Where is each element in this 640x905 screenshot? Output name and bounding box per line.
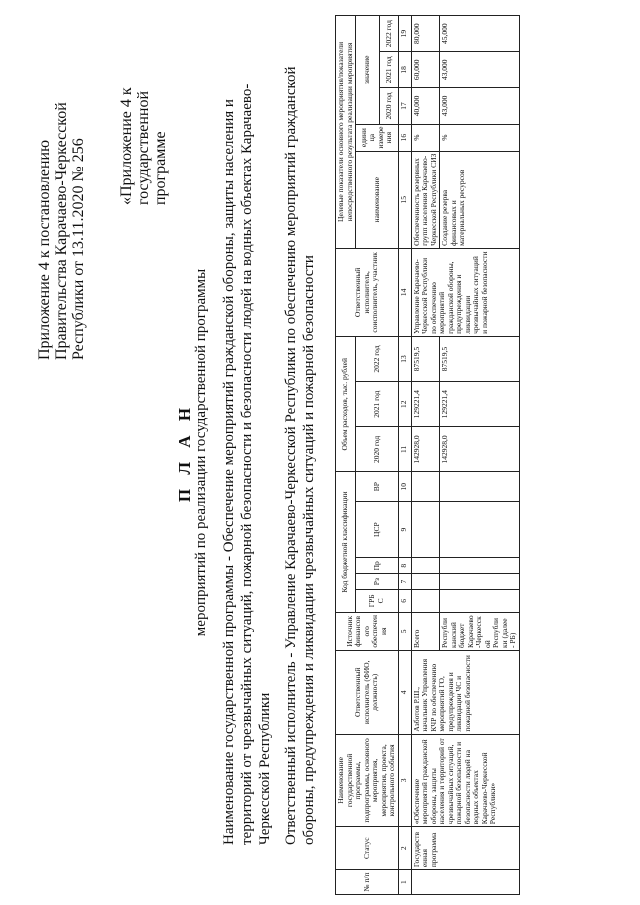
vr-cell [440,472,520,501]
value-cell: 80,000 [411,16,440,52]
col-number: 2 [398,827,411,870]
col-header: Целевые показатели основного мероприятия/показатели непосредственного результата реализации мероприятия [336,16,356,249]
source-cell: Всего [411,612,440,650]
expense-cell: 142928,0 [440,427,520,472]
col-number: 19 [398,16,411,52]
plan-table [335,15,520,895]
value-cell: 43,000 [440,88,520,124]
col-header: Наименование государственной программы, подпрограммы, основного мероприятия, мероприятия, проекта, контрольного события [336,734,399,827]
col-header: наименование [356,151,399,248]
unit-cell: % [411,124,440,151]
col-header: 2020 год [356,427,399,472]
col-header: ЦСР [356,501,399,557]
program-name-cell: «Обеспечение мероприятий гражданской обороны, защиты населения и территорий от чрезвычайных ситуаций, пожарной безопасности и безопасности людей на водных объектах Карачаево-Черкесской Республики» [411,734,519,827]
grbs-cell [440,590,520,613]
vr-cell [411,472,440,501]
source-cell: Республиканский бюджет Карачаево-Черкесской Республики (далее - РБ) [440,612,520,650]
plan-title: П Л А Н [175,402,194,503]
table-row [411,16,440,895]
col-number: 3 [398,734,411,827]
col-number: 7 [398,574,411,590]
appendix-header [36,30,87,360]
indicator-name-cell: Обеспеченность резервных групп населения Карачаево-Черкесской Республики СИЗ [411,151,440,248]
value-cell: 43,000 [440,52,520,88]
csr-cell [411,501,440,557]
responsible-cell: Азботов Р.Ш., начальник Управления КЧР по обеспечению мероприятий ГО, предупреждения и ликвидации ЧС и пожарной безопасности [411,651,519,735]
col-number: 5 [398,612,411,650]
col-header: ГРБС [356,590,399,613]
expense-cell: 142928,0 [411,427,440,472]
expense-cell: 129221,4 [440,382,520,427]
col-number: 17 [398,88,411,124]
col-header: значение [356,16,380,125]
col-number: 16 [398,124,411,151]
expense-cell: 87519,5 [411,336,440,381]
appendix-line: Республики от 13.11.2020 № 256 [70,138,87,360]
col-number: 6 [398,590,411,613]
expense-cell: 129221,4 [411,382,440,427]
col-number: 13 [398,336,411,381]
col-number: 4 [398,651,411,735]
col-header: 2022 год [356,336,399,381]
col-header: Код бюджетной классификации [336,472,356,612]
row-number-cell [411,870,519,895]
col-header: № п/п [336,870,399,895]
plan-subtitle: мероприятий по реализации государственной программы [193,268,209,637]
indicator-name-cell: Создание резерва финансовых и материальных ресурсов [440,151,520,248]
rz-cell [440,574,520,590]
unit-cell: % [440,124,520,151]
col-header: ВР [356,472,399,501]
value-cell: 45,000 [440,16,520,52]
col-header: Объем расходов, тыс. рублей [336,336,356,472]
col-number: 15 [398,151,411,248]
col-header: 2021 год [380,52,399,88]
col-header: 2021 год [356,382,399,427]
appendix-line: «Приложение 4 к [118,87,135,205]
col-number: 1 [398,870,411,895]
col-header: Статус [336,827,399,870]
col-header: Ответственный исполнитель, соисполнитель, участник [336,248,399,336]
col-header: 2020 год [380,88,399,124]
expense-cell: 87519,5 [440,336,520,381]
col-number: 14 [398,248,411,336]
program-name-line: Наименование государственной программы - Обеспечение мероприятий гражданской обороны, защиты населения и территорий от чрезвычайных ситуаций, пожарной безопасности и безопасности людей на водных объектах Карачаево-Черкесской Республики [221,83,273,845]
col-header: Источник финансового обеспечения [336,612,399,650]
csr-cell [440,501,520,557]
col-number: 9 [398,501,411,557]
col-number: 8 [398,558,411,574]
co-executor-cell: Управление Карачаево-Черкесской Республики по обеспечению мероприятий гражданской обороны, предупреждения и ликвидации чрезвычайных ситуаций и пожарной безопасности [411,248,519,336]
appendix-line: Приложение 4 к постановлению [36,139,53,360]
col-header: Ответственный исполнитель (ФИО, должность) [336,651,399,735]
pr-cell [411,558,440,574]
program-appendix-header [118,25,169,205]
col-number: 11 [398,427,411,472]
col-number: 12 [398,382,411,427]
rz-cell [411,574,440,590]
responsible-executor-line: Ответственный исполнитель - Управление Карачаево-Черкесской Республики по обеспечению мероприятий гражданской обороны, предупреждения и ликвидации чрезвычайных ситуаций и пожарной безопасности [283,66,317,845]
pr-cell [440,558,520,574]
table-header-row [336,16,356,895]
value-cell: 60,000 [411,52,440,88]
grbs-cell [411,590,440,613]
col-header: Пр [356,558,399,574]
col-header: единица измерения [356,124,399,151]
col-number: 18 [398,52,411,88]
appendix-line: Правительства Карачаево-Черкесской [53,102,70,360]
col-number: 10 [398,472,411,501]
value-cell: 40,000 [411,88,440,124]
column-number-row [398,16,411,895]
col-header: Рз [356,574,399,590]
appendix-line: государственной программе [135,90,169,205]
status-cell: Государственная программа [411,827,519,870]
col-header: 2022 год [380,16,399,52]
